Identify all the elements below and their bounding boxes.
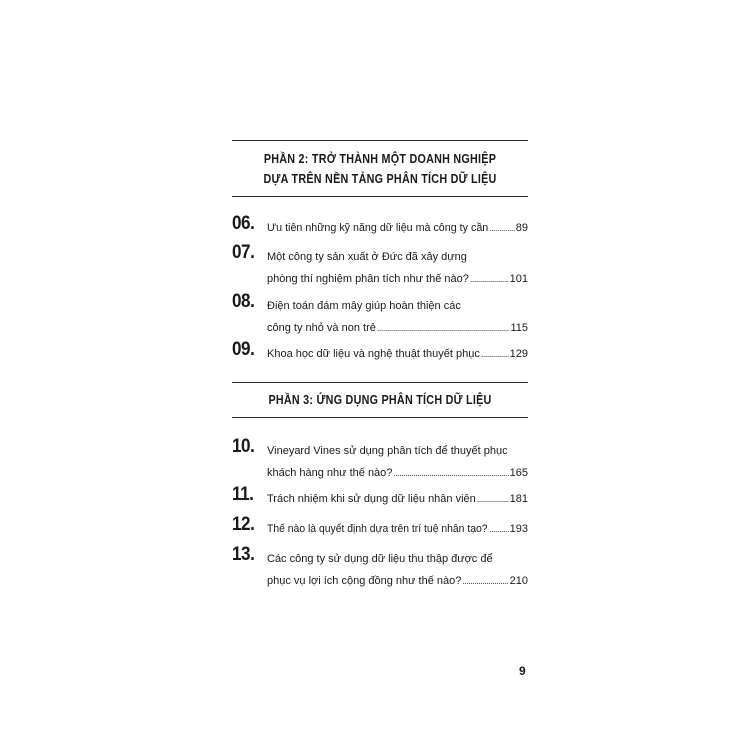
chapter-number: 12.: [232, 514, 255, 535]
entry-title: Trách nhiệm khi sử dụng dữ liệu nhân viên: [267, 493, 476, 505]
dot-leader: [470, 268, 509, 290]
chapter-number: 11.: [232, 484, 254, 505]
entry-line: [267, 217, 528, 239]
entry-line: [267, 268, 528, 290]
chapter-number: 13.: [232, 544, 255, 565]
part-title-line-1: PHẦN 3: ỨNG DỤNG PHÂN TÍCH DỮ LIỆU: [268, 393, 492, 407]
entry-line: [267, 518, 528, 540]
part-bottom-rule: [232, 417, 528, 418]
chapter-number: 10.: [232, 436, 255, 457]
chapter-number: 06.: [232, 213, 255, 234]
entry-title: Các công ty sử dụng dữ liệu thu thập được để: [267, 553, 493, 565]
dot-leader: [477, 488, 509, 510]
part-3-header: [232, 382, 528, 418]
part-title-line-2: DỰA TRÊN NỀN TẢNG PHÂN TÍCH DỮ LIỆU: [263, 172, 497, 186]
entry-line: [267, 440, 528, 462]
dot-leader: [462, 570, 508, 592]
chapter-number: 09.: [232, 339, 255, 360]
chapter-number: 07.: [232, 242, 255, 263]
entry-title: Ưu tiên những kỹ năng dữ liệu mà công ty cần: [267, 222, 489, 234]
entry-page: 165: [509, 467, 528, 479]
entry-title: Thế nào là quyết định dựa trên trí tuệ nhân tạo?: [267, 523, 488, 535]
dot-leader: [489, 518, 509, 540]
entry-page: 181: [509, 493, 528, 505]
entry-title: Điện toán đám mây giúp hoàn thiện các: [267, 300, 461, 312]
dot-leader: [393, 462, 508, 484]
part-bottom-rule: [232, 196, 528, 197]
entry-line: [267, 570, 528, 592]
entry-line: [267, 488, 528, 510]
page-number: 9: [519, 664, 526, 678]
part-title-line-1: PHẦN 2: TRỞ THÀNH MỘT DOANH NGHIỆP: [263, 152, 497, 166]
dot-leader: [377, 317, 510, 339]
part-2-header: [232, 140, 528, 197]
entry-page: 193: [509, 523, 528, 535]
entry-title: Vineyard Vines sử dụng phân tích để thuyết phục: [267, 445, 508, 457]
entry-line: [267, 343, 528, 365]
entry-line: [267, 295, 528, 317]
entry-page: 115: [510, 322, 528, 334]
entry-line: [267, 246, 528, 268]
entry-line: [267, 317, 528, 339]
entry-title-cont: khách hàng như thế nào?: [267, 467, 393, 479]
entry-title: Khoa học dữ liệu và nghệ thuật thuyết phục: [267, 348, 480, 360]
entry-title: Một công ty sản xuất ở Đức đã xây dựng: [267, 251, 467, 263]
dot-leader: [489, 217, 515, 239]
entry-page: 210: [509, 575, 528, 587]
dot-leader: [481, 343, 509, 365]
entry-line: [267, 462, 528, 484]
entry-page: 89: [515, 222, 528, 234]
entry-page: 129: [509, 348, 528, 360]
entry-title-cont: phục vụ lợi ích cộng đồng như thế nào?: [267, 575, 462, 587]
chapter-number: 08.: [232, 291, 255, 312]
entry-title-cont: công ty nhỏ và non trẻ: [267, 322, 376, 334]
entry-page: 101: [509, 273, 528, 285]
entry-line: [267, 548, 528, 570]
entry-title-cont: phòng thí nghiệm phân tích như thế nào?: [267, 273, 469, 285]
